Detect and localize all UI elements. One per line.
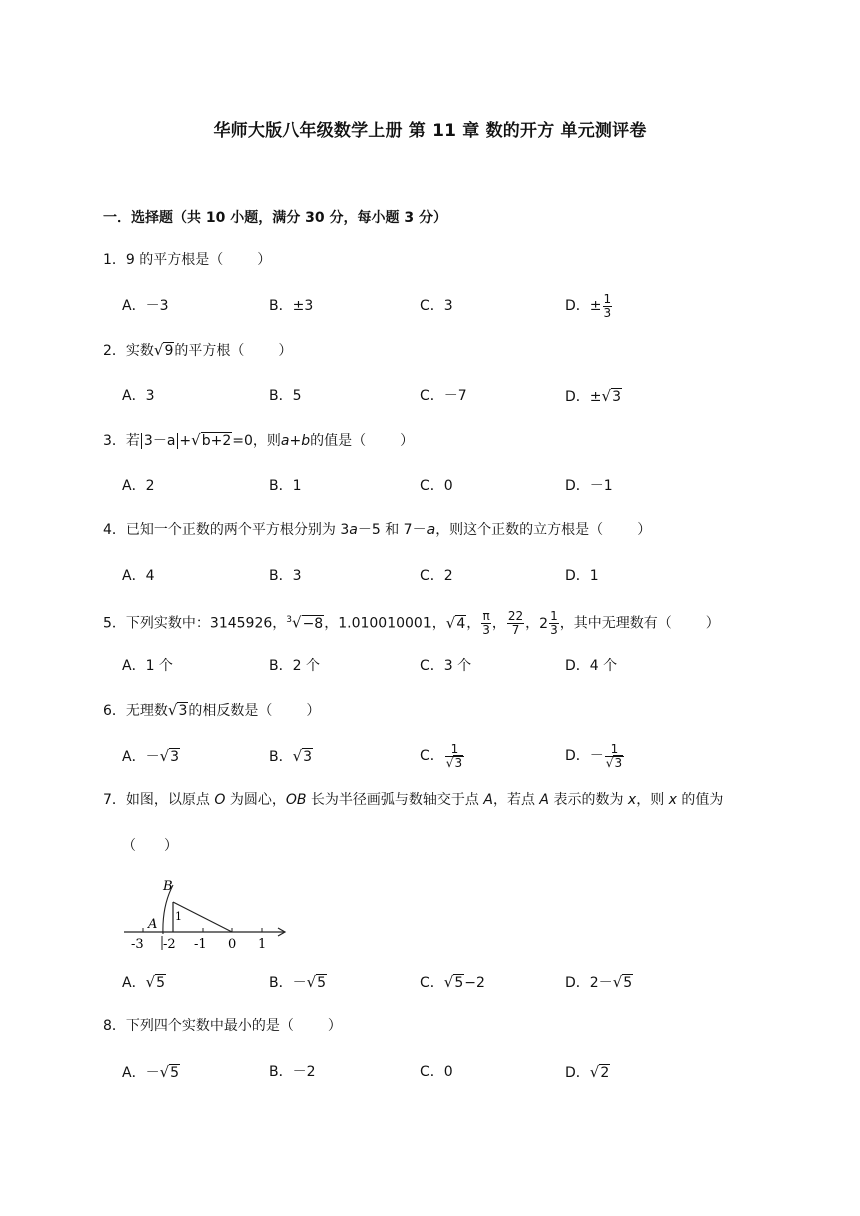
fraction: $\frac{1}{3}$	[603, 291, 612, 320]
tick-label: 0	[228, 937, 237, 952]
q6-option-d: D．－ $\frac{1}{√3}$	[565, 741, 623, 770]
sqrt-expression: √3	[167, 701, 188, 719]
tick-label: -1	[194, 937, 207, 952]
q8-option-b: B．－2	[269, 1064, 316, 1080]
q8-option-d: D．√2	[565, 1058, 610, 1086]
q7-option-a: A．√5	[122, 968, 166, 996]
label-b: B	[163, 879, 173, 894]
question-7-paren: （ ）	[122, 838, 178, 854]
q8-option-a: A．－√5	[122, 1058, 180, 1086]
sqrt-expression: √5	[306, 973, 327, 991]
fraction: $\frac{\pi}{3}$	[482, 609, 490, 638]
question-5: 5．下列实数中：3145926，$^3$√−8，1.010010001，√4， $\frac{\pi}{3}$ ， $\frac{22}{7}$ ，2 $\frac{1}{3}$ ，其中无理数有（ ）	[103, 609, 720, 638]
sqrt-expression: √3	[159, 747, 180, 765]
absolute-value: 3－a	[141, 433, 179, 449]
q2-option-d: D．±√3	[565, 382, 622, 410]
q2-option-c: C．－7	[420, 388, 467, 404]
number-line-figure	[122, 872, 288, 952]
q3-option-d: D．－1	[565, 478, 613, 494]
sqrt-expression: √9	[153, 341, 174, 359]
q5-option-b: B．2 个	[269, 658, 320, 674]
q6-option-b: B．√3	[269, 742, 313, 770]
question-2: 2．实数√9的平方根（ ）	[103, 338, 292, 362]
q2-option-b: B．5	[269, 388, 302, 404]
question-1: 1．9 的平方根是（ ）	[103, 252, 272, 268]
q6-option-a: A．－√3	[122, 742, 180, 770]
sqrt-expression: √3	[601, 387, 621, 405]
q3-option-c: C．0	[420, 478, 453, 494]
label-one: 1	[175, 910, 182, 923]
q7-option-d: D．2－√5	[565, 968, 633, 996]
sqrt-expression: √2	[589, 1063, 610, 1081]
tick-label: -2	[163, 937, 176, 952]
q1-option-b: B．±3	[269, 298, 314, 314]
fraction: $\frac{1}{√3}$	[445, 741, 463, 770]
q4-option-a: A．4	[122, 568, 155, 584]
q4-option-c: C．2	[420, 568, 453, 584]
fraction: $\frac{22}{7}$	[507, 609, 524, 638]
sqrt-expression: √5	[145, 973, 166, 991]
q6-option-c: C． $\frac{1}{√3}$	[420, 741, 463, 770]
tick-label: 1	[258, 937, 267, 952]
mixed-number: 2 $\frac{1}{3}$	[539, 609, 558, 638]
document-title: 华师大版八年级数学上册 第 11 章 数的开方 单元测评卷	[213, 121, 647, 141]
sqrt-expression: √5	[159, 1063, 180, 1081]
q1-option-d: D．± $\frac{1}{3}$	[565, 291, 612, 320]
label-a: A	[148, 917, 158, 932]
section-heading: 一．选择题（共 10 小题，满分 30 分，每小题 3 分）	[103, 210, 447, 226]
q5-option-d: D．4 个	[565, 658, 618, 674]
sqrt-expression: √b+2	[191, 431, 232, 449]
q4-option-b: B．3	[269, 568, 302, 584]
q5-option-c: C．3 个	[420, 658, 472, 674]
q5-option-a: A．1 个	[122, 658, 173, 674]
q1-option-c: C．3	[420, 298, 453, 314]
question-4: 4．已知一个正数的两个平方根分别为 3a－5 和 7－a，则这个正数的立方根是（ ）	[103, 522, 652, 538]
question-8: 8．下列四个实数中最小的是（ ）	[103, 1018, 342, 1034]
q4-option-d: D．1	[565, 568, 599, 584]
sqrt-expression: √5	[443, 973, 464, 991]
cube-root-expression: $^3$√−8	[286, 613, 324, 632]
q3-option-b: B．1	[269, 478, 302, 494]
question-3: 3．若 3－a +√b+2=0，则a+b的值是（ ）	[103, 428, 414, 452]
sqrt-expression: √3	[292, 747, 313, 765]
question-6: 6．无理数√3的相反数是（ ）	[103, 698, 320, 722]
q7-option-b: B．－√5	[269, 968, 327, 996]
sqrt-expression: √5	[612, 973, 633, 991]
q7-option-c: C．√5−2	[420, 968, 485, 996]
q3-option-a: A．2	[122, 478, 155, 494]
question-7: 7．如图，以原点 O 为圆心，OB 长为半径画弧与数轴交于点 A，若点 A 表示的数为 x，则 x 的值为	[103, 792, 724, 808]
q8-option-c: C．0	[420, 1064, 453, 1080]
q2-option-a: A．3	[122, 388, 155, 404]
fraction: $\frac{1}{√3}$	[605, 741, 623, 770]
q1-option-a: A．－3	[122, 298, 169, 314]
sqrt-expression: √4	[445, 613, 466, 632]
tick-label: -3	[131, 937, 144, 952]
